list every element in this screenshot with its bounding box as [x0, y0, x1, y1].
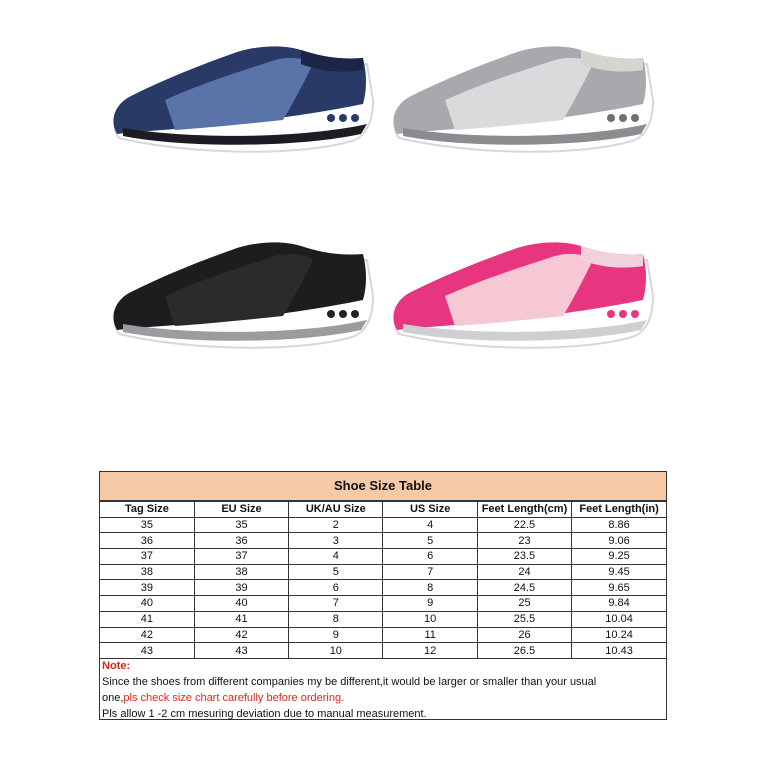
table-cell: 6	[289, 580, 383, 596]
table-row	[100, 580, 666, 596]
table-cell: 39	[194, 580, 288, 596]
table-cell: 11	[383, 627, 477, 643]
note-line-2-prefix: one,	[102, 692, 124, 704]
black-shoe-icon	[105, 222, 385, 357]
navy-shoe-icon	[105, 30, 385, 160]
table-cell: 4	[289, 549, 383, 565]
note-title: Note:	[102, 660, 131, 672]
column-header: Feet Length(in)	[572, 502, 666, 518]
table-cell: 10.24	[572, 627, 666, 643]
table-body	[100, 517, 666, 658]
grey-shoe-icon	[385, 38, 665, 168]
table-cell: 36	[100, 533, 194, 549]
note-line-3: Pls allow 1 -2 cm mesuring deviation due to manual measurement.	[102, 708, 427, 720]
table-title: Shoe Size Table	[100, 472, 666, 501]
table-cell: 35	[194, 517, 288, 533]
table-cell: 9.65	[572, 580, 666, 596]
table-row	[100, 611, 666, 627]
table-cell: 38	[194, 564, 288, 580]
table-cell: 42	[100, 627, 194, 643]
table-cell: 10.43	[572, 643, 666, 659]
table-cell: 24.5	[477, 580, 571, 596]
table-cell: 40	[100, 596, 194, 612]
table-row	[100, 517, 666, 533]
table-cell: 9.45	[572, 564, 666, 580]
table-cell: 9.25	[572, 549, 666, 565]
table-cell: 6	[383, 549, 477, 565]
table-cell: 9.06	[572, 533, 666, 549]
table-cell: 8.86	[572, 517, 666, 533]
table-cell: 42	[194, 627, 288, 643]
table-cell: 26.5	[477, 643, 571, 659]
table-row	[100, 549, 666, 565]
table-cell: 43	[100, 643, 194, 659]
table-cell: 7	[383, 564, 477, 580]
table-cell: 41	[194, 611, 288, 627]
table-cell: 8	[289, 611, 383, 627]
note-line-2	[102, 690, 664, 706]
table-cell: 25	[477, 596, 571, 612]
table-cell: 10	[383, 611, 477, 627]
table-cell: 35	[100, 517, 194, 533]
table-cell: 12	[383, 643, 477, 659]
table-cell: 41	[100, 611, 194, 627]
table-row	[100, 564, 666, 580]
table-cell: 10	[289, 643, 383, 659]
table-cell: 40	[194, 596, 288, 612]
table-row	[100, 533, 666, 549]
table-cell: 9.84	[572, 596, 666, 612]
table-cell: 25.5	[477, 611, 571, 627]
column-header: US Size	[383, 502, 477, 518]
notes-box	[99, 656, 667, 720]
table-header-row	[100, 502, 666, 518]
column-header: Tag Size	[100, 502, 194, 518]
table-cell: 36	[194, 533, 288, 549]
table-cell: 37	[194, 549, 288, 565]
table-cell: 2	[289, 517, 383, 533]
table-cell: 5	[383, 533, 477, 549]
table-cell: 24	[477, 564, 571, 580]
table-cell: 3	[289, 533, 383, 549]
table-row	[100, 596, 666, 612]
table-cell: 9	[383, 596, 477, 612]
pink-shoe-icon	[385, 222, 665, 357]
column-header: Feet Length(cm)	[477, 502, 571, 518]
table-cell: 38	[100, 564, 194, 580]
table-cell: 5	[289, 564, 383, 580]
table-cell: 8	[383, 580, 477, 596]
table-cell: 23	[477, 533, 571, 549]
table-cell: 26	[477, 627, 571, 643]
size-table-container	[99, 471, 667, 659]
note-warning: pls check size chart carefully before ordering.	[123, 692, 345, 704]
table-cell: 4	[383, 517, 477, 533]
table-cell: 43	[194, 643, 288, 659]
table-row	[100, 627, 666, 643]
note-line-1: Since the shoes from different companies my be different,it would be larger or smaller than your usual	[102, 676, 597, 688]
table-cell: 7	[289, 596, 383, 612]
size-table	[100, 472, 666, 659]
column-header: EU Size	[194, 502, 288, 518]
table-cell: 22.5	[477, 517, 571, 533]
table-cell: 39	[100, 580, 194, 596]
table-cell: 10.04	[572, 611, 666, 627]
table-cell: 23.5	[477, 549, 571, 565]
column-header: UK/AU Size	[289, 502, 383, 518]
table-cell: 37	[100, 549, 194, 565]
table-cell: 9	[289, 627, 383, 643]
